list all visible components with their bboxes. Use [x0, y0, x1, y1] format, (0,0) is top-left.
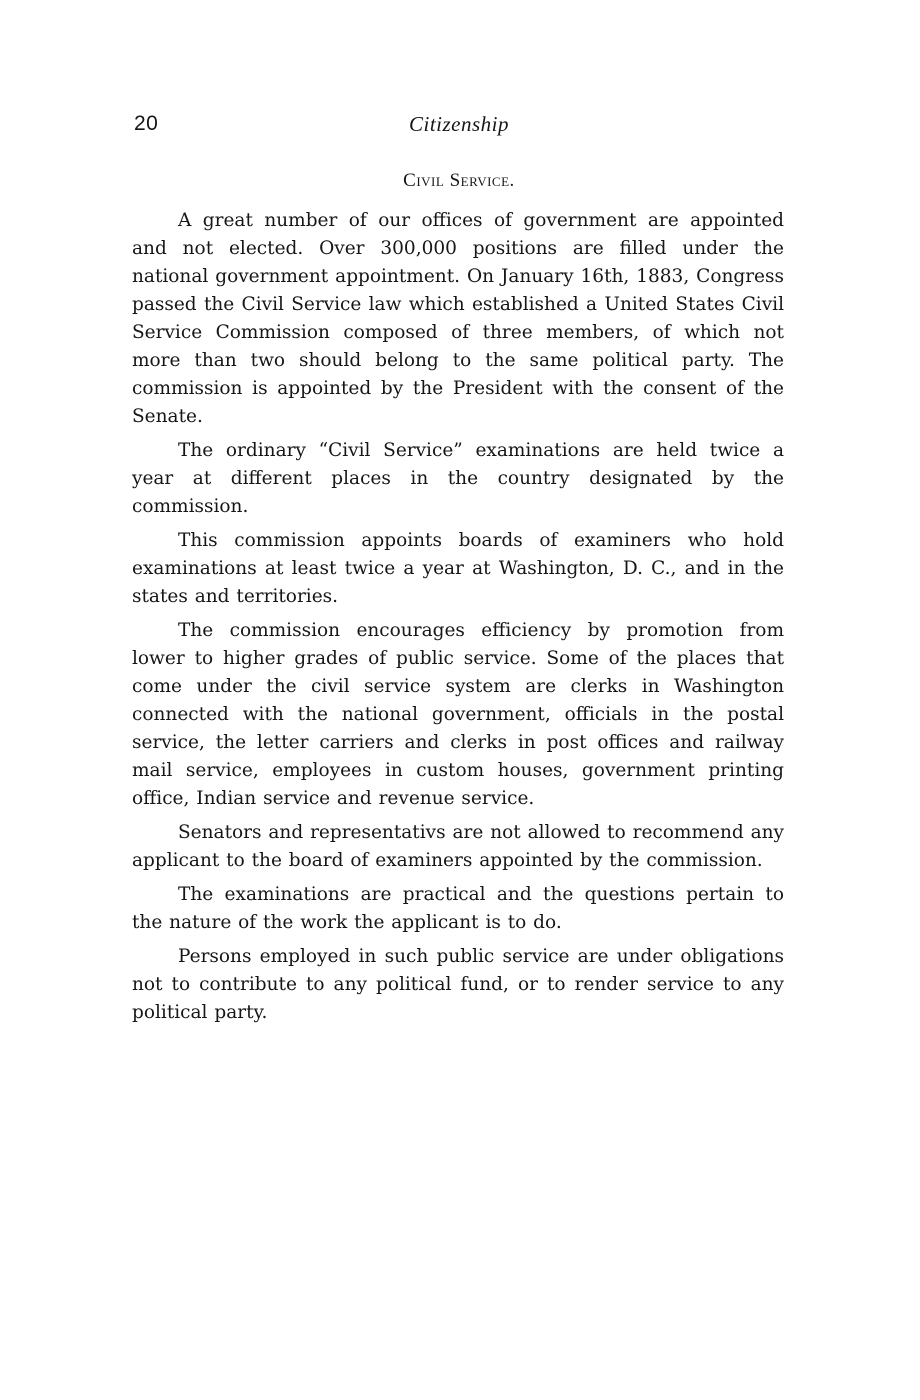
- running-title: Citizenship: [408, 112, 509, 136]
- page-header: [134, 112, 784, 140]
- paragraph: The ordinary “Civil Service” examinations are held twice a year at different places in the country designated by the commission.: [132, 440, 784, 517]
- paragraph: Persons employed in such public service are under obligations not to contribute to any political fund, or to render service to any political party.: [132, 946, 784, 1023]
- body-text: [132, 207, 784, 1033]
- section-heading: Civil Service.: [403, 170, 515, 191]
- paragraph: The commission encourages efficiency by promotion from lower to higher grades of public service. Some of the places that come under the civil service system are clerks in Washington connected with the national government, officials in the postal service, the letter carriers and clerks in post offices and railway mail service, employees in custom houses, government printing office, Indian service and revenue service.: [132, 620, 784, 809]
- paragraph: This commission appoints boards of examiners who hold examinations at least twice a year at Washington, D. C., and in the states and territories.: [132, 530, 784, 607]
- paragraph: A great number of our offices of government are appointed and not elected. Over 300,000 positions are filled under the national government appointment. On January 16th, 1883, Congress passed the Civil Service law which established a United States Civil Service Commission composed of three members, of which not more than two should belong to the same political party. The commission is appointed by the President with the consent of the Senate.: [132, 210, 784, 427]
- paragraph: Senators and representativs are not allowed to recommend any applicant to the board of examiners appointed by the commission.: [132, 822, 784, 871]
- paragraph: The examinations are practical and the questions pertain to the nature of the work the applicant is to do.: [132, 884, 784, 933]
- page-number: 20: [134, 112, 159, 135]
